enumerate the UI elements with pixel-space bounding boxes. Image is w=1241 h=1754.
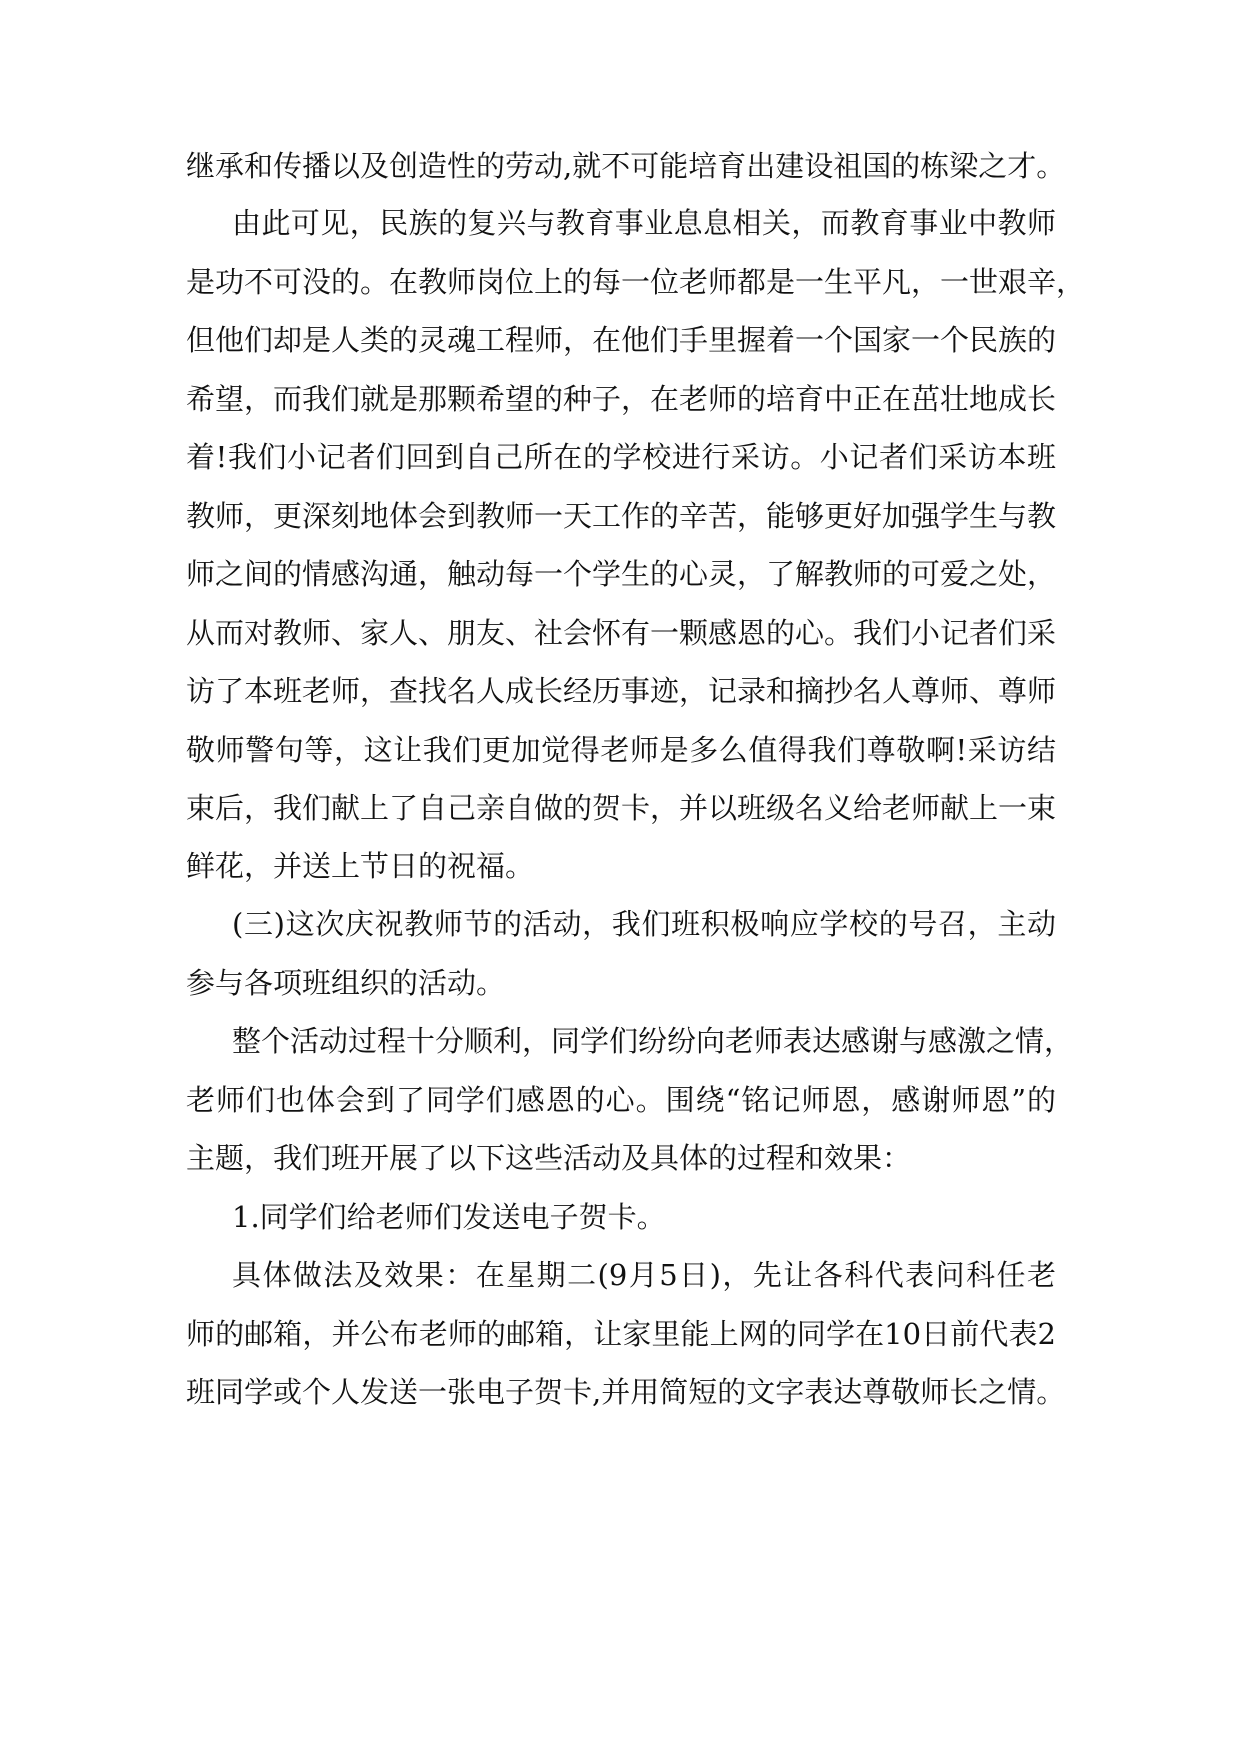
text-line: 师之间的情感沟通，触动每一个学生的心灵，了解教师的可爱之处， bbox=[186, 557, 1057, 591]
paragraph-start-line: (三)这次庆祝教师节的活动，我们班积极响应学校的号召，主动 bbox=[232, 907, 1056, 941]
paragraph-start-line: 整个活动过程十分顺利，同学们纷纷向老师表达感谢与感激之情， bbox=[232, 1024, 1074, 1058]
list-item-heading: 1.同学们给老师们发送电子贺卡。 bbox=[232, 1200, 666, 1234]
text-line: 班同学或个人发送一张电子贺卡,并用简短的文字表达尊敬师长之情。 bbox=[186, 1375, 1066, 1409]
paragraph-start-line: 具体做法及效果：在星期二(9月5日)，先让各科代表问科任老 bbox=[232, 1258, 1056, 1292]
text-line: 老师们也体会到了同学们感恩的心。围绕“铭记师恩，感谢师恩”的 bbox=[186, 1083, 1056, 1117]
text-line: 敬师警句等，这让我们更加觉得老师是多么值得我们尊敬啊!采访结 bbox=[186, 733, 1056, 767]
text-line: 着!我们小记者们回到自己所在的学校进行采访。小记者们采访本班 bbox=[186, 440, 1056, 474]
text-line: 束后，我们献上了自己亲自做的贺卡，并以班级名义给老师献上一束 bbox=[186, 791, 1057, 825]
text-line: 访了本班老师，查找名人成长经历事迹，记录和摘抄名人尊师、尊师 bbox=[186, 674, 1057, 708]
paragraph-end-line: 主题，我们班开展了以下这些活动及具体的过程和效果： bbox=[186, 1141, 912, 1175]
text-line: 但他们却是人类的灵魂工程师，在他们手里握着一个国家一个民族的 bbox=[186, 323, 1057, 357]
text-line: 希望，而我们就是那颗希望的种子，在老师的培育中正在茁壮地成长 bbox=[186, 382, 1057, 416]
paragraph-end-line: 参与各项班组织的活动。 bbox=[186, 966, 506, 1000]
text-line: 是功不可没的。在教师岗位上的每一位老师都是一生平凡，一世艰辛， bbox=[186, 265, 1086, 299]
paragraph-end-line: 鲜花，并送上节日的祝福。 bbox=[186, 849, 535, 883]
text-line: 教师，更深刻地体会到教师一天工作的辛苦，能够更好加强学生与教 bbox=[186, 499, 1057, 533]
text-line: 师的邮箱，并公布老师的邮箱，让家里能上网的同学在10日前代表2 bbox=[186, 1317, 1056, 1351]
paragraph-start-line: 由此可见，民族的复兴与教育事业息息相关，而教育事业中教师 bbox=[232, 206, 1056, 240]
text-line: 继承和传播以及创造性的劳动,就不可能培育出建设祖国的栋梁之才。 bbox=[186, 149, 1066, 183]
text-line: 从而对教师、家人、朋友、社会怀有一颗感恩的心。我们小记者们采 bbox=[186, 616, 1057, 650]
